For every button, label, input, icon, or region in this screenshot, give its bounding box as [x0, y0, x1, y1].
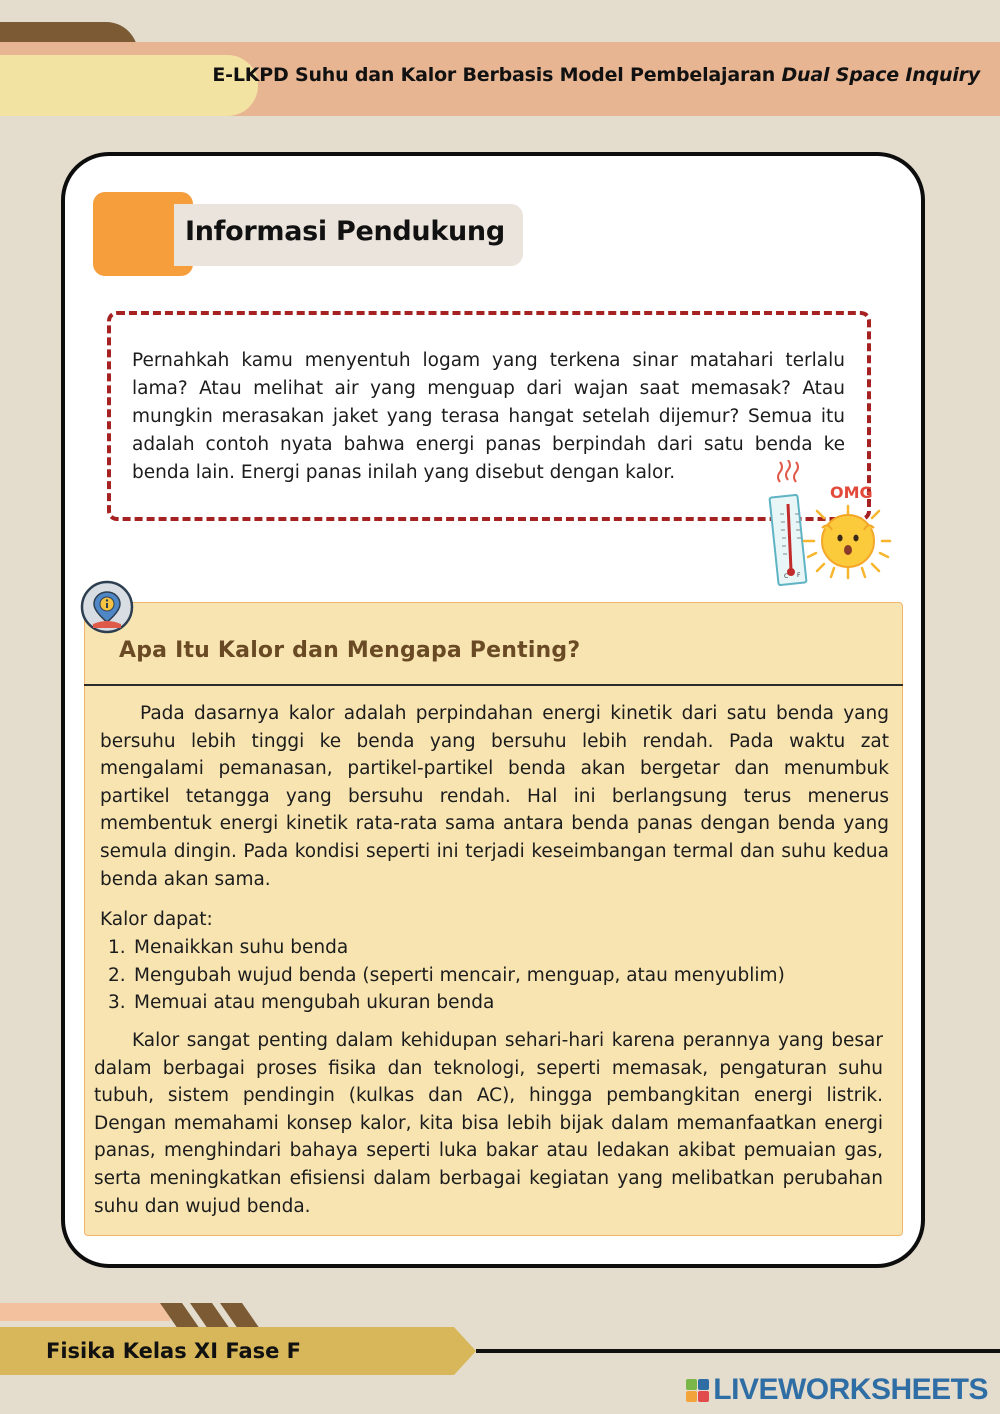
list-item [108, 989, 868, 1017]
document-title-prefix: E-LKPD Suhu dan Kalor Berbasis Model Pembelajaran [212, 64, 782, 86]
document-title-italic: Dual Space Inquiry [781, 64, 980, 86]
list-item-number: 2. [108, 964, 126, 986]
info-title-divider [84, 684, 903, 686]
footer-stripes-decoration [160, 1303, 270, 1329]
thermometer-f-label: F [797, 572, 801, 579]
list-item-text: Mengubah wujud benda (seperti mencair, menguap, atau menyublim) [134, 964, 785, 986]
section-title: Informasi Pendukung [185, 216, 505, 247]
list-item [108, 934, 868, 962]
sun-omg-icon [800, 478, 892, 582]
kalor-effects-list [108, 934, 868, 1017]
footer-label: Fisika Kelas XI Fase F [46, 1339, 302, 1363]
list-item-number: 1. [108, 937, 126, 958]
footer-peach-accent [0, 1303, 170, 1321]
liveworksheets-brand[interactable] [686, 1373, 988, 1407]
list-item-number: 3. [108, 992, 126, 1014]
info-pin-icon [80, 580, 134, 634]
liveworksheets-wordmark: LIVEWORKSHEETS [713, 1373, 988, 1406]
list-lead: Kalor dapat: [100, 909, 213, 930]
info-title: Apa Itu Kalor dan Mengapa Penting? [119, 638, 581, 663]
info-paragraph-1: Pada dasarnya kalor adalah perpindahan energi kinetik dari satu benda yang bersuhu lebih tinggi ke benda yang bersuhu lebih rendah. Pada waktu zat mengalami pemanasan, partikel-partikel benda akan bergetar dan menumbuk partikel tetangga yang bersuhu rendah. Hal ini berlangsung terus menerus membentuk energi kinetik rata-rata sama antara benda panas dengan benda yang semula dingin. Pada kondisi seperti ini terjadi keseimbangan termal dan suhu kedua benda akan sama. [100, 703, 889, 890]
thermometer-c-label: C [784, 573, 789, 580]
info-paragraph-2: Kalor sangat penting dalam kehidupan sehari-hari karena perannya yang besar dalam berbagai proses fisika dan teknologi, seperti memasak, pengaturan suhu tubuh, sistem pendingin (kulkas dan AC), hingga pembangkitan energi listrik. Dengan memahami konsep kalor, kita bisa lebih bijak dalam memanfaatkan energi panas, menghindari bahaya seperti luka bakar atau ledakan akibat pemuaian gas, serta meningkatkan efisiensi dalam berbagai kegiatan yang melibatkan perubahan suhu dan wujud benda. [94, 1030, 883, 1217]
intro-paragraph: Pernahkah kamu menyentuh logam yang terkena sinar matahari terlalu lama? Atau melihat air yang menguap dari wajan saat memasak? Atau mungkin merasakan jaket yang terasa hangat setelah dijemur? Semua itu adalah contoh nyata bahwa energi panas berpindah dari satu benda ke benda lain. Energi panas inilah yang disebut dengan kalor. [132, 350, 845, 483]
sun-omg-text: OMG [830, 483, 873, 502]
list-item-text: Memuai atau mengubah ukuran benda [134, 992, 495, 1014]
list-item-text: Menaikkan suhu benda [134, 937, 349, 958]
list-item [108, 962, 868, 990]
liveworksheets-logo-icon [686, 1379, 709, 1402]
footer-rule [476, 1349, 1000, 1353]
document-title [212, 64, 980, 86]
